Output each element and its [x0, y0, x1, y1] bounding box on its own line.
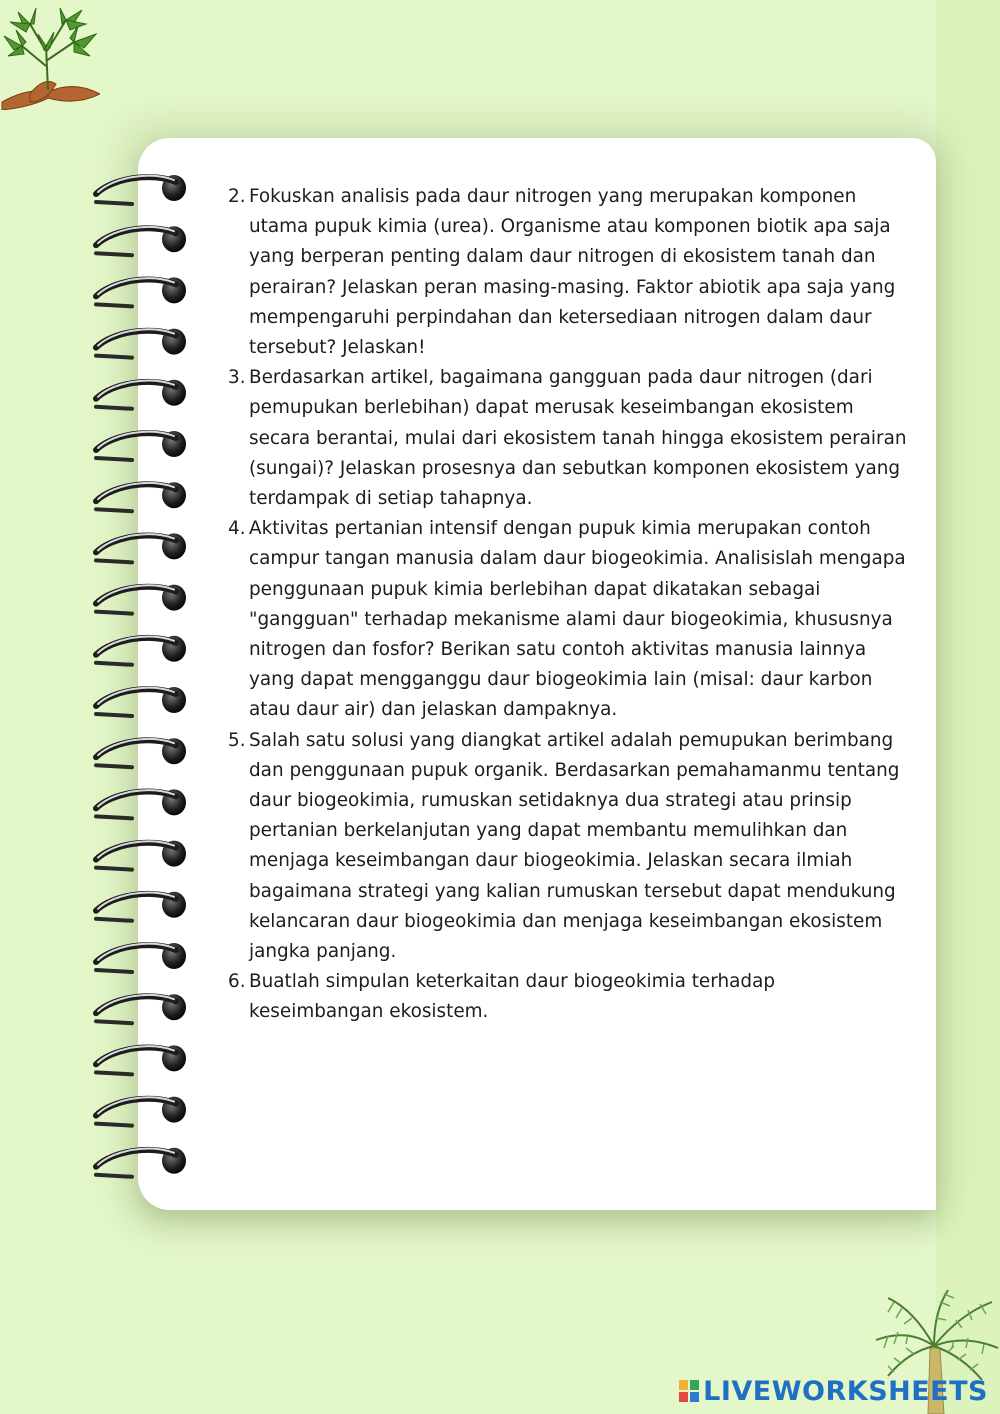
question-text: Aktivitas pertanian intensif dengan pupuk kimia merupakan contoh campur tangan manusia dalam daur biogeokimia. Analisislah mengapa penggunaan pupuk kimia berlebihan dapat dikatakan sebagai "gangguan" terhadap mekanisme alami daur biogeokimia, khususnya nitrogen dan fosfor? Berikan satu contoh aktivitas manusia lainnya yang dapat mengganggu daur biogeokimia lain (misal: daur karbon atau daur air) dan jelaskan dampaknya.: [249, 518, 906, 721]
binding-wire-back: [96, 1175, 132, 1177]
question-item-2: [228, 182, 908, 363]
question-number: 6.: [228, 971, 246, 993]
spiral-ring: [96, 687, 186, 716]
spiral-ring: [96, 329, 186, 358]
question-number: 3.: [228, 367, 246, 389]
spiral-ring: [96, 226, 186, 255]
spiral-ring: [96, 175, 186, 204]
spiral-ring: [96, 1045, 186, 1074]
question-list: [228, 182, 908, 1028]
binding-wire-back: [96, 202, 132, 204]
spiral-binding: [92, 170, 202, 1180]
liveworksheets-logo: [679, 1374, 988, 1408]
binding-wire-back: [96, 970, 132, 972]
spiral-ring: [96, 738, 186, 767]
binding-wire-back: [96, 458, 132, 460]
question-text: Buatlah simpulan keterkaitan daur biogeokimia terhadap keseimbangan ekosistem.: [249, 971, 776, 1023]
binding-wire-back: [96, 1124, 132, 1126]
binding-wire-back: [96, 509, 132, 511]
liveworksheets-logo-icon: [679, 1380, 699, 1402]
binding-wire-back: [96, 356, 132, 358]
spiral-ring: [96, 533, 186, 562]
cassava-plant-icon: [0, 6, 100, 110]
question-item-3: [228, 363, 908, 514]
binding-wire-back: [96, 560, 132, 562]
binding-wire-back: [96, 253, 132, 255]
binding-wire-back: [96, 612, 132, 614]
binding-wire-back: [96, 816, 132, 818]
spiral-ring: [96, 585, 186, 614]
spiral-ring: [96, 636, 186, 665]
question-number: 5.: [228, 729, 246, 751]
binding-wire-back: [96, 1072, 132, 1074]
spiral-ring: [96, 841, 186, 870]
logo-text: LIVEWORKSHEETS: [703, 1375, 988, 1407]
spiral-ring: [96, 380, 186, 409]
spiral-ring: [96, 943, 186, 972]
spiral-ring: [96, 1148, 186, 1177]
question-text: Fokuskan analisis pada daur nitrogen yang merupakan komponen utama pupuk kimia (urea). Organisme atau komponen biotik apa saja yang berperan penting dalam daur nitrogen di ekosistem tanah dan perairan? Jelaskan peran masing-masing. Faktor abiotik apa saja yang mempengaruhi perpindahan dan ketersediaan nitrogen dalam daur tersebut? Jelaskan!: [249, 186, 896, 359]
binding-wire-back: [96, 714, 132, 716]
binding-wire-back: [96, 919, 132, 921]
question-number: 2.: [228, 186, 246, 207]
spiral-ring: [96, 431, 186, 460]
question-text: Salah satu solusi yang diangkat artikel adalah pemupukan berimbang dan penggunaan pupuk organik. Berdasarkan pemahamanmu tentang daur biogeokimia, rumuskan setidaknya dua strategi atau prinsip pertanian berkelanjutan yang dapat membantu memulihkan dan menjaga keseimbangan daur biogeokimia. Jelaskan secara ilmiah bagaimana strategi yang kalian rumuskan tersebut dapat mendukung kelancaran daur biogeokimia dan menjaga keseimbangan ekosistem jangka panjang.: [249, 729, 900, 963]
spiral-ring: [96, 1097, 186, 1126]
spiral-ring: [96, 277, 186, 306]
binding-wire-back: [96, 407, 132, 409]
spiral-ring: [96, 892, 186, 921]
binding-wire-back: [96, 663, 132, 665]
binding-wire-back: [96, 868, 132, 870]
spiral-ring: [96, 994, 186, 1023]
question-text: Berdasarkan artikel, bagaimana gangguan pada daur nitrogen (dari pemupukan berlebihan) dapat merusak keseimbangan ekosistem secara berantai, mulai dari ekosistem tanah hingga ekosistem perairan (sungai)? Jelaskan prosesnya dan sebutkan komponen ekosistem yang terdampak di setiap tahapnya.: [249, 367, 907, 510]
spiral-ring: [96, 789, 186, 818]
binding-wire-back: [96, 304, 132, 306]
spiral-ring: [96, 482, 186, 511]
question-item-5: [228, 726, 908, 968]
question-item-6: [228, 967, 908, 1027]
question-number: 4.: [228, 518, 246, 540]
binding-wire-back: [96, 1021, 132, 1023]
question-item-4: [228, 514, 908, 725]
binding-wire-back: [96, 765, 132, 767]
